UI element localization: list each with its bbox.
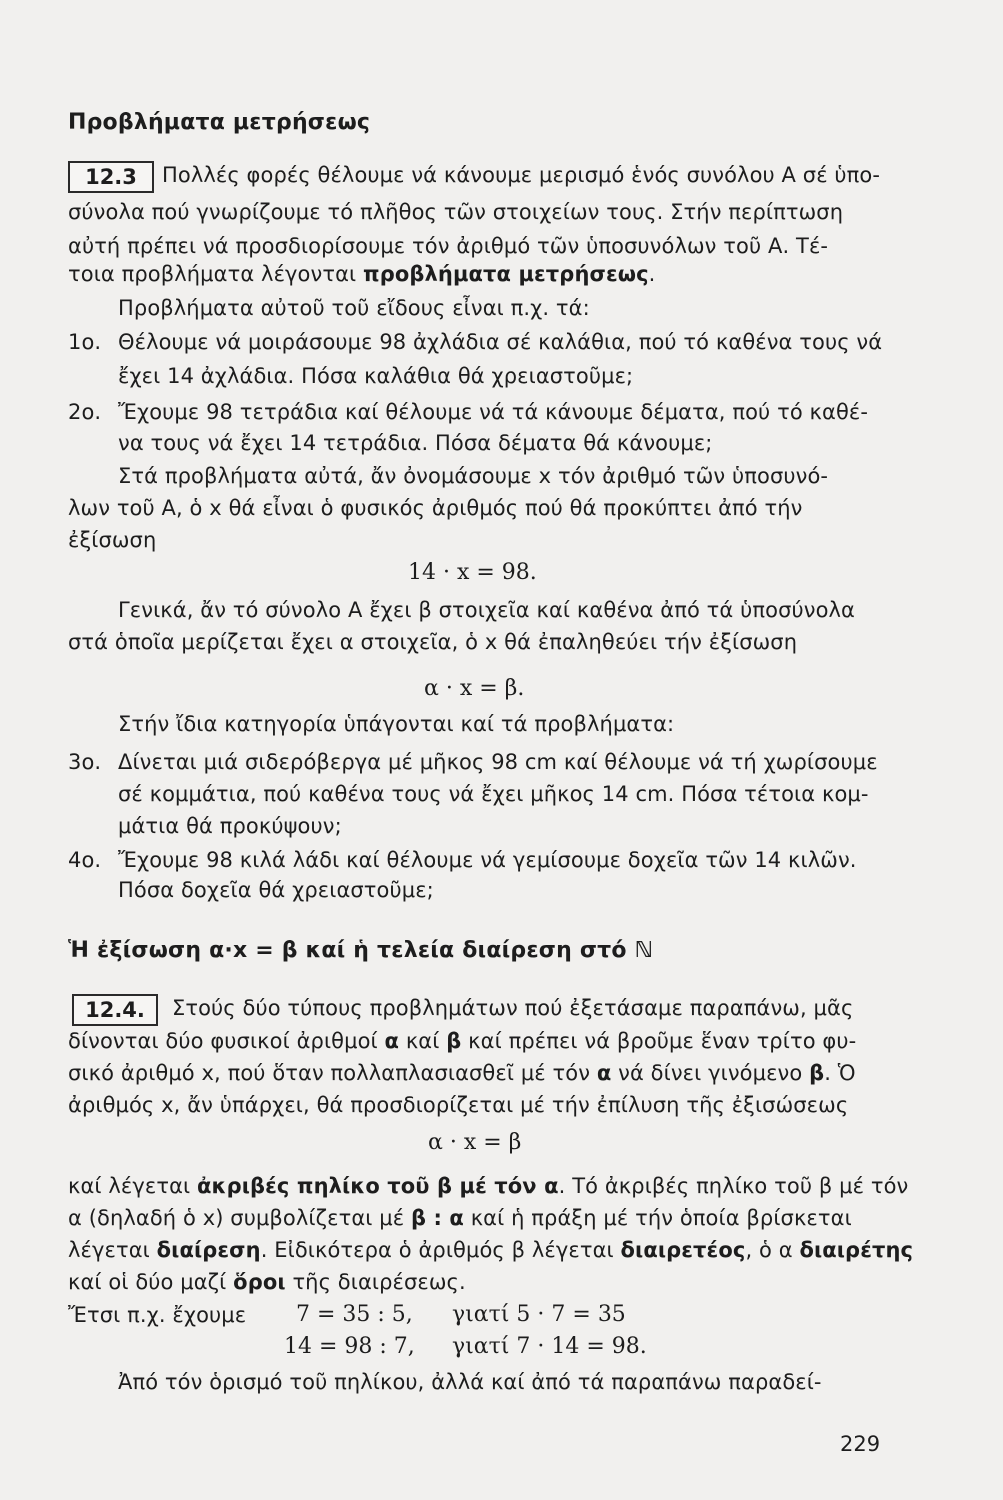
text-line: αὐτή πρέπει νά προσδιορίσουμε τόν ἀριθμό τῶν ὑποσυνόλων τοῦ Α. Τέ-: [68, 234, 829, 258]
bold-term: διαιρετέος: [620, 1238, 746, 1262]
section-heading-measurement: Προβλήματα μετρήσεως: [68, 110, 371, 135]
text-line: Ἀπό τόν ὁρισμό τοῦ πηλίκου, ἀλλά καί ἀπό τά παραπάνω παραδεί-: [118, 1370, 822, 1394]
section-heading-division: Ἡ ἐξίσωση α·x = β καί ἡ τελεία διαίρεση στό ℕ: [68, 938, 654, 963]
text-line: [68, 1029, 856, 1053]
text-line: Ἔχουμε 98 τετράδια καί θέλουμε νά τά κάνουμε δέματα, πού τό καθέ-: [118, 400, 869, 424]
bold-term: α: [384, 1029, 400, 1053]
bold-term: ὅροι: [233, 1270, 286, 1294]
bold-term: α: [596, 1061, 612, 1085]
text-fragment: σικό ἀριθμό x, πού ὅταν πολλαπλασιασθεῖ μέ τόν: [68, 1061, 591, 1085]
list-number: 2ο.: [68, 400, 102, 424]
text-line: Θέλουμε νά μοιράσουμε 98 ἀχλάδια σέ καλάθια, πού τό καθένα τους νά: [118, 330, 883, 354]
text-line: Στήν ἴδια κατηγορία ὑπάγονται καί τά προβλήματα:: [118, 712, 675, 736]
text-line: Στά προβλήματα αὐτά, ἄν ὀνομάσουμε x τόν ἀριθμό τῶν ὑποσυνό-: [118, 464, 829, 488]
text-line: [68, 262, 655, 286]
text-fragment: καί ἡ πράξη μέ τήν ὁποία βρίσκεται: [470, 1206, 852, 1230]
text-line: να τους νά ἔχει 14 τετράδια. Πόσα δέματα θά κάνουμε;: [118, 431, 713, 455]
bold-term: β: [809, 1061, 825, 1085]
text-fragment: καί λέγεται: [68, 1174, 191, 1198]
text-line: μάτια θά προκύψουν;: [118, 814, 342, 838]
equation: 7 = 35 : 5,: [296, 1302, 413, 1327]
equation: α · x = β.: [424, 676, 525, 701]
bold-term: β : α: [410, 1206, 464, 1230]
text-line: Στούς δύο τύπους προβλημάτων πού ἐξετάσαμε παραπάνω, μᾶς: [172, 996, 854, 1020]
text-line: λων τοῦ Α, ὁ x θά εἶναι ὁ φυσικός ἀριθμός πού θά προκύπτει ἀπό τήν: [68, 496, 803, 520]
text-fragment: τοια προβλήματα λέγονται: [68, 262, 357, 286]
equation: 14 = 98 : 7,: [284, 1334, 415, 1359]
section-number-box: 12.4.: [72, 994, 158, 1026]
text-fragment: λέγεται: [68, 1238, 150, 1262]
text-fragment: α (δηλαδή ὁ x) συμβολίζεται μέ: [68, 1206, 405, 1230]
list-number: 3ο.: [68, 750, 102, 774]
text-line: [68, 1206, 852, 1230]
text-line: Προβλήματα αὐτοῦ τοῦ εἴδους εἶναι π.χ. τά:: [118, 296, 590, 320]
text-line: ἀριθμός x, ἄν ὑπάρχει, θά προσδιορίζεται μέ τήν ἐπίλυση τῆς ἐξισώσεως: [68, 1093, 849, 1117]
text-line: [68, 1061, 856, 1085]
page-number: 229: [840, 1432, 881, 1456]
text-line: Πόσα δοχεῖα θά χρειαστοῦμε;: [118, 878, 434, 902]
text-line: Πολλές φορές θέλουμε νά κάνουμε μερισμό ἑνός συνόλου Α σέ ὑπο-: [162, 163, 881, 187]
text-line: Δίνεται μιά σιδερόβεργα μέ μῆκος 98 cm καί θέλουμε νά τή χωρίσουμε: [118, 750, 878, 774]
text-fragment: καί πρέπει νά βροῦμε ἕναν τρίτο φυ-: [468, 1029, 857, 1053]
bold-term: ἀκριβές πηλίκο τοῦ β μέ τόν α: [197, 1174, 559, 1198]
list-number: 1ο.: [68, 330, 102, 354]
equation: 14 · x = 98.: [408, 560, 537, 585]
equation: γιατί 7 · 14 = 98.: [452, 1334, 647, 1359]
text-line: ἐξίσωση: [68, 528, 157, 552]
text-line: Ἔτσι π.χ. ἔχουμε: [68, 1303, 247, 1327]
text-fragment: δίνονται δύο φυσικοί ἀριθμοί: [68, 1029, 378, 1053]
text-fragment: .: [648, 262, 656, 286]
bold-term: διαιρέτης: [799, 1238, 914, 1262]
equation: γιατί 5 · 7 = 35: [452, 1302, 626, 1327]
section-number-box: 12.3: [68, 161, 154, 193]
bold-term: προβλήματα μετρήσεως: [363, 262, 649, 286]
text-line: Γενικά, ἄν τό σύνολο Α ἔχει β στοιχεῖα καί καθένα ἀπό τά ὑποσύνολα: [118, 598, 855, 622]
text-fragment: καί οἱ δύο μαζί: [68, 1270, 227, 1294]
text-fragment: καί: [405, 1029, 440, 1053]
text-line: [68, 1174, 908, 1198]
bold-term: β: [446, 1029, 462, 1053]
equation: α · x = β: [428, 1130, 522, 1155]
text-line: Ἔχουμε 98 κιλά λάδι καί θέλουμε νά γεμίσουμε δοχεῖα τῶν 14 κιλῶν.: [118, 848, 857, 872]
text-fragment: τῆς διαιρέσεως.: [292, 1270, 466, 1294]
text-fragment: . Ὁ: [824, 1061, 856, 1085]
text-fragment: , ὁ α: [745, 1238, 793, 1262]
text-fragment: . Τό ἀκριβές πηλίκο τοῦ β μέ τόν: [558, 1174, 909, 1198]
text-fragment: νά δίνει γινόμενο: [618, 1061, 803, 1085]
text-line: [68, 1270, 466, 1294]
bold-term: διαίρεση: [156, 1238, 261, 1262]
text-line: στά ὁποῖα μερίζεται ἔχει α στοιχεῖα, ὁ x θά ἐπαληθεύει τήν ἐξίσωση: [68, 630, 798, 654]
text-line: ἔχει 14 ἀχλάδια. Πόσα καλάθια θά χρειαστοῦμε;: [118, 364, 634, 388]
text-line: [68, 1238, 913, 1262]
text-line: σέ κομμάτια, πού καθένα τους νά ἔχει μῆκος 14 cm. Πόσα τέτοια κομ-: [118, 782, 869, 806]
text-line: σύνολα πού γνωρίζουμε τό πλῆθος τῶν στοιχείων τους. Στήν περίπτωση: [68, 200, 844, 224]
list-number: 4ο.: [68, 848, 102, 872]
text-fragment: . Εἰδικότερα ὁ ἀριθμός β λέγεται: [260, 1238, 614, 1262]
